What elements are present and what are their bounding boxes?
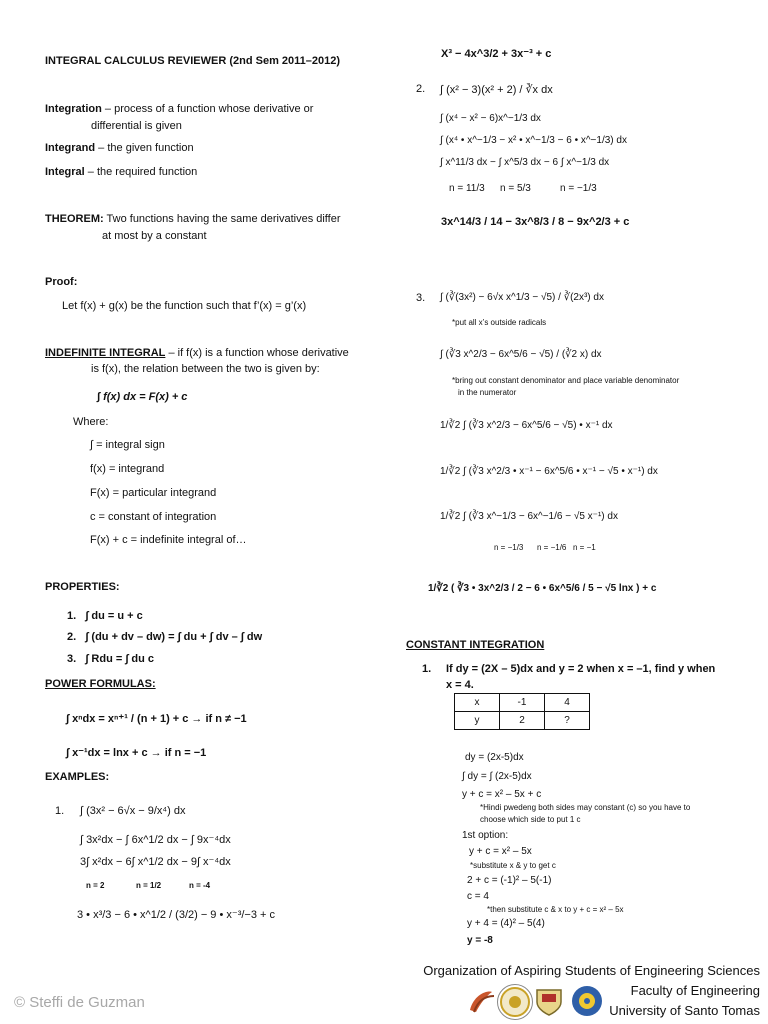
example-3-note: *bring out constant denominator and place variable denominator	[452, 376, 680, 385]
definition-integration: Integration – process of a function whose derivative or	[45, 103, 314, 115]
values-table	[454, 693, 590, 730]
theorem-cont: at most by a constant	[102, 230, 207, 242]
solution-line: y + c = x² – 5x + c	[462, 789, 542, 800]
example-1-line: 3∫ x²dx − 6∫ x^1/2 dx − 9∫ x⁻⁴dx	[80, 856, 231, 868]
faculty-seal	[497, 984, 533, 1020]
example-2-line: ∫ (x⁴ − x² − 6)x^−1/3 dx	[440, 113, 541, 124]
solution-line: y + c = x² – 5x	[469, 846, 532, 857]
example-3-line: 1/∛2 ∫ (∛3 x^2/3 − 6x^5/6 − √5) • x⁻¹ dx	[440, 420, 613, 431]
where-item: F(x) = particular integrand	[90, 487, 217, 499]
exponent-n: n = −1/6	[537, 543, 567, 552]
exponent-n: n = 2	[86, 881, 105, 890]
example-3-line: 1/∛2 ∫ (∛3 x^−1/3 − 6x^−1/6 − √5 x⁻¹) dx	[440, 511, 618, 522]
constant-integration-label: CONSTANT INTEGRATION	[406, 639, 545, 651]
example-2-result: 3x^14/3 / 14 − 3x^8/3 / 8 − 9x^2/3 + c	[441, 216, 630, 228]
example-number: 1.	[55, 805, 65, 817]
oases-logo	[464, 984, 498, 1018]
engineering-seal	[570, 984, 604, 1018]
exponent-n: n = 1/2	[136, 881, 162, 890]
table-cell: ?	[545, 712, 590, 730]
first-option-label: 1st option:	[462, 830, 509, 841]
theorem: THEOREM: Two functions having the same derivatives differ	[45, 213, 341, 225]
solution-note: choose which side to put 1 c	[480, 815, 581, 824]
example-1-line: ∫ (3x² − 6√x − 9/x⁴) dx	[80, 805, 186, 817]
example-3-note: *put all x’s outside radicals	[452, 318, 547, 327]
property-item: 1. ∫ du = u + c	[67, 610, 143, 622]
where-item: ∫ = integral sign	[90, 439, 165, 451]
indefinite-integral-definition: INDEFINITE INTEGRAL – if f(x) is a function whose derivative	[45, 347, 349, 359]
example-1-result: 3 • x³/3 − 6 • x^1/2 / (3/2) − 9 • x⁻³/−3 + c	[77, 909, 275, 921]
university-name: University of Santo Tomas	[609, 1003, 760, 1018]
solution-line: dy = (2x-5)dx	[465, 752, 524, 763]
faculty-name: Faculty of Engineering	[630, 983, 760, 998]
solution-line: c = 4	[467, 891, 489, 902]
exponent-n: n = −1/3	[560, 183, 597, 194]
table-row	[455, 712, 590, 730]
indefinite-integral-cont: is f(x), the relation between the two is given by:	[91, 363, 320, 375]
example-3-result: 1/∛2 ( ∛3 • 3x^2/3 / 2 − 6 • 6x^5/6 / 5 − √5 lnx ) + c	[428, 583, 657, 594]
example-number: 3.	[416, 292, 426, 304]
example-1-final: X³ − 4x^3/2 + 3x⁻³ + c	[441, 48, 552, 60]
example-3-line: ∫ (∛3 x^2/3 − 6x^5/6 − √5) / (∛2 x) dx	[440, 349, 602, 360]
example-number: 1.	[422, 663, 432, 675]
table-cell: y	[455, 712, 500, 730]
table-cell: 4	[545, 694, 590, 712]
table-cell: -1	[500, 694, 545, 712]
table-row	[455, 694, 590, 712]
solution-answer: y = -8	[467, 935, 493, 946]
solution-line: 2 + c = (-1)² – 5(-1)	[467, 875, 552, 886]
definition-integral: Integral – the required function	[45, 166, 198, 178]
proof-label: Proof:	[45, 276, 78, 288]
exponent-n: n = −1/3	[494, 543, 524, 552]
indefinite-integral-formula: ∫ f(x) dx = F(x) + c	[97, 391, 188, 403]
table-cell: 2	[500, 712, 545, 730]
solution-line: ∫ dy = ∫ (2x-5)dx	[462, 771, 532, 782]
constant-question-cont: x = 4.	[446, 679, 474, 691]
where-item: c = constant of integration	[90, 511, 217, 523]
power-formulas-label: POWER FORMULAS:	[45, 678, 156, 690]
example-number: 2.	[416, 83, 426, 95]
power-formula-1: ∫ xⁿdx = xⁿ⁺¹ / (n + 1) + c → if n ≠ −1	[66, 713, 247, 725]
solution-note: *substitute x & y to get c	[470, 861, 556, 870]
power-formula-2: ∫ x⁻¹dx = lnx + c → if n = −1	[66, 747, 207, 759]
example-3-note: in the numerator	[458, 388, 517, 397]
exponent-n: n = -4	[189, 881, 211, 890]
solution-note: *then substitute c & x to y + c = x² – 5x	[487, 905, 624, 914]
solution-note: *Hindi pwedeng both sides may constant (c) so you have to	[480, 803, 691, 812]
example-3-line: ∫ (∛(3x²) − 6√x x^1/3 − √5) / ∛(2x³) dx	[440, 292, 604, 303]
exponent-n: n = 5/3	[500, 183, 531, 194]
ust-seal	[532, 984, 566, 1018]
property-item: 3. ∫ Rdu = ∫ du c	[67, 653, 155, 665]
copyright-watermark: © Steffi de Guzman	[14, 994, 145, 1011]
where-item: f(x) = integrand	[90, 463, 165, 475]
exponent-n: n = 11/3	[449, 183, 485, 194]
example-3-line: 1/∛2 ∫ (∛3 x^2/3 • x⁻¹ − 6x^5/6 • x⁻¹ − √5 • x⁻¹) dx	[440, 466, 658, 477]
constant-question: If dy = (2X – 5)dx and y = 2 when x = –1, find y when	[446, 663, 716, 675]
definition-integrand: Integrand – the given function	[45, 142, 194, 154]
solution-line: y + 4 = (4)² – 5(4)	[467, 918, 545, 929]
examples-label: EXAMPLES:	[45, 771, 110, 783]
where-label: Where:	[73, 416, 109, 428]
example-2-line: ∫ (x⁴ • x^−1/3 − x² • x^−1/3 − 6 • x^−1/3) dx	[440, 135, 627, 146]
example-2-line: ∫ (x² − 3)(x² + 2) / ∛x dx	[440, 84, 553, 96]
property-item: 2. ∫ (du + dv – dw) = ∫ du + ∫ dv – ∫ dw	[67, 631, 263, 643]
proof-text: Let f(x) + g(x) be the function such that f’(x) = g’(x)	[62, 300, 307, 312]
table-cell: x	[455, 694, 500, 712]
org-name: Organization of Aspiring Students of Engineering Sciences	[423, 963, 760, 978]
page-title: INTEGRAL CALCULUS REVIEWER (2nd Sem 2011–2012)	[45, 55, 341, 67]
example-1-line: ∫ 3x²dx − ∫ 6x^1/2 dx − ∫ 9x⁻⁴dx	[80, 834, 231, 846]
where-item: F(x) + c = indefinite integral of…	[90, 534, 247, 546]
properties-label: PROPERTIES:	[45, 581, 120, 593]
example-2-line: ∫ x^11/3 dx − ∫ x^5/3 dx − 6 ∫ x^−1/3 dx	[440, 157, 610, 168]
exponent-n: n = −1	[573, 543, 596, 552]
definition-integration-cont: differential is given	[91, 120, 182, 132]
